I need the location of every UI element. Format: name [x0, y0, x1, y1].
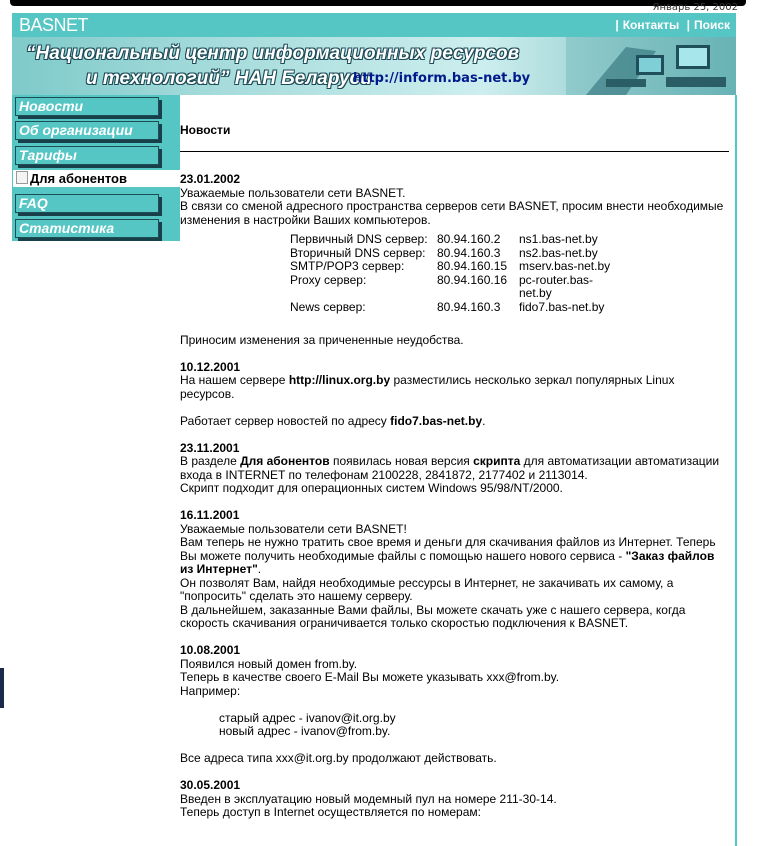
news-list [180, 173, 729, 820]
news-text-part: для автоматизации автоматизации входа в INTERNET по телефонам 2100228, 2841872, 2177402 и 2113014. [180, 454, 720, 482]
news-text: Уважаемые пользователи сети BASNET! [180, 521, 407, 536]
example-address: старый адрес - ivanov@it.org.by [219, 710, 396, 725]
news-text: В связи со сменой адресного пространства серверов сети BASNET, просим внести необходимые изменения в настройки Ваших компьютеров. [180, 199, 724, 227]
dns-name: Первичный DNS сервер: [290, 232, 428, 246]
content-right-border [735, 95, 737, 846]
news-text-part: разместились несколько зеркал популярных Linux ресурсов. [180, 373, 675, 401]
dns-host: ns2.bas-net.by [519, 245, 598, 260]
example-address: новый адрес - ivanov@from.by. [219, 724, 391, 738]
spacer [180, 631, 729, 645]
contacts-link[interactable]: Контакты [622, 18, 680, 32]
left-edge-bar [0, 668, 4, 708]
spacer [180, 496, 729, 510]
banner-title-line2: и технологий” НАН Беларуси [86, 68, 372, 89]
link-separator: | [686, 18, 690, 32]
link-separator: | [615, 18, 619, 32]
banner [12, 37, 736, 95]
dns-host: mserv.bas-net.by [519, 259, 611, 273]
news-text: Уважаемые пользователи сети BASNET. [180, 185, 406, 200]
page-title: Новости [180, 123, 231, 137]
dns-name: SMTP/POP3 сервер: [290, 259, 405, 273]
news-date: 23.01.2002 [180, 172, 241, 186]
script-link[interactable]: скрипта [473, 454, 521, 468]
news-text [180, 415, 729, 429]
spacer [180, 347, 729, 361]
news-text: В дальнейшем, заказанные Вами файлы, Вы можете скачать уже с нашего сервера, когда скорость скачивания ограничивается только скоростью подключения к BASNET. [180, 602, 686, 630]
news-date: 10.12.2001 [180, 359, 241, 374]
news-text: Он позволят Вам, найдя необходимые рессурсы в Интернет, не закачивать их самому, а "попросить" сделать это нашему серверу. [180, 575, 674, 603]
news-date: 30.05.2001 [180, 778, 241, 792]
news-date: 10.08.2001 [180, 643, 241, 657]
dns-ip: 80.94.160.2 [437, 232, 501, 246]
news-text-part: появилась новая версия [329, 454, 474, 468]
top-links [611, 18, 730, 32]
dns-host: pc-router.bas-net.by [519, 272, 594, 300]
site-header [12, 13, 736, 37]
nav-item-statistics[interactable]: Статистика [15, 219, 159, 238]
news-text-part: . [257, 562, 262, 576]
dns-name: Proxy сервер: [290, 272, 367, 287]
search-link[interactable]: Поиск [693, 18, 730, 32]
spacer [180, 428, 729, 442]
news-text-part: Вам теперь не нужно тратить свое время и деньги для скачивания файлов из Интернет. Теперь Вы можете получить необходимые файлы с помощью нашего нового сервиса - [180, 535, 716, 563]
news-date: 16.11.2001 [180, 508, 240, 522]
news-text: Теперь доступ в Internet осуществляется по номерам: [180, 805, 481, 819]
dns-ip: 80.94.160.3 [437, 299, 501, 314]
news-text: Например: [180, 683, 241, 698]
dns-name: Вторичный DNS сервер: [290, 245, 426, 260]
top-black-bar [10, 0, 746, 6]
dns-row [290, 301, 615, 315]
news-text: Теперь в качестве своего E-Mail Вы можете указывать xxx@from.by. [180, 670, 560, 684]
dns-table [290, 233, 615, 314]
nav-item-faq[interactable]: FAQ [15, 194, 159, 213]
left-navigation [12, 95, 180, 241]
news-server-link[interactable]: fido7.bas-net.by [390, 413, 483, 428]
news-text: Введен в эксплуатацию новый модемный пул на номере 211-30-14. [180, 791, 557, 806]
banner-url[interactable]: http://inform.bas-net.by [353, 71, 531, 86]
nav-item-subscribers-label: Для абонентов [30, 171, 127, 186]
spacer [180, 766, 729, 780]
current-date: Январь 25, 2002 [652, 2, 738, 13]
news-text [180, 536, 729, 577]
dns-row [290, 233, 615, 247]
dns-row [290, 260, 615, 274]
title-divider [180, 151, 729, 152]
news-text: Скрипт подходит для операционных систем Windows 95/98/NT/2000. [180, 481, 563, 495]
dns-host: fido7.bas-net.by [519, 299, 605, 314]
linux-link[interactable]: http://linux.org.by [288, 373, 391, 387]
dns-row [290, 247, 615, 261]
spacer [180, 739, 729, 753]
nav-item-about[interactable]: Об организации [15, 121, 159, 140]
news-text [180, 374, 729, 401]
news-text [180, 455, 729, 482]
dns-host: ns1.bas-net.by [519, 232, 598, 246]
nav-item-news[interactable]: Новости [15, 97, 159, 116]
spacer [180, 401, 729, 415]
dns-ip: 80.94.160.16 [437, 272, 508, 287]
banner-title-line1: “Национальный центр информационных ресурсов [26, 43, 520, 64]
news-date: 23.11.2001 [180, 440, 240, 455]
news-text-part: На нашем сервере [180, 373, 289, 387]
broken-image-icon [16, 171, 28, 184]
news-text-part: В разделе [180, 454, 241, 468]
dns-name: News сервер: [290, 299, 366, 314]
spacer [180, 320, 729, 334]
nav-item-tariffs[interactable]: Тарифы [15, 146, 159, 165]
spacer [180, 698, 729, 712]
dns-ip: 80.94.160.15 [437, 259, 508, 273]
news-text: Появился новый домен from.by. [180, 656, 358, 671]
dns-row [290, 274, 615, 301]
nav-item-subscribers[interactable] [13, 170, 182, 187]
news-text-part: . [482, 413, 486, 428]
subscribers-link[interactable]: Для абонентов [240, 454, 330, 468]
computers-decoration-icon [566, 37, 736, 95]
news-text: Все адреса типа xxx@it.org.by продолжают действовать. [180, 751, 497, 765]
basnet-logo[interactable]: BASNET [19, 15, 89, 35]
file-order-link[interactable]: "Заказ файлов из Интернет" [180, 548, 715, 576]
dns-ip: 80.94.160.3 [437, 245, 501, 260]
news-text-part: Работает сервер новостей по адресу [180, 413, 391, 428]
news-text: Приносим изменения за причененные неудобства. [180, 332, 464, 347]
